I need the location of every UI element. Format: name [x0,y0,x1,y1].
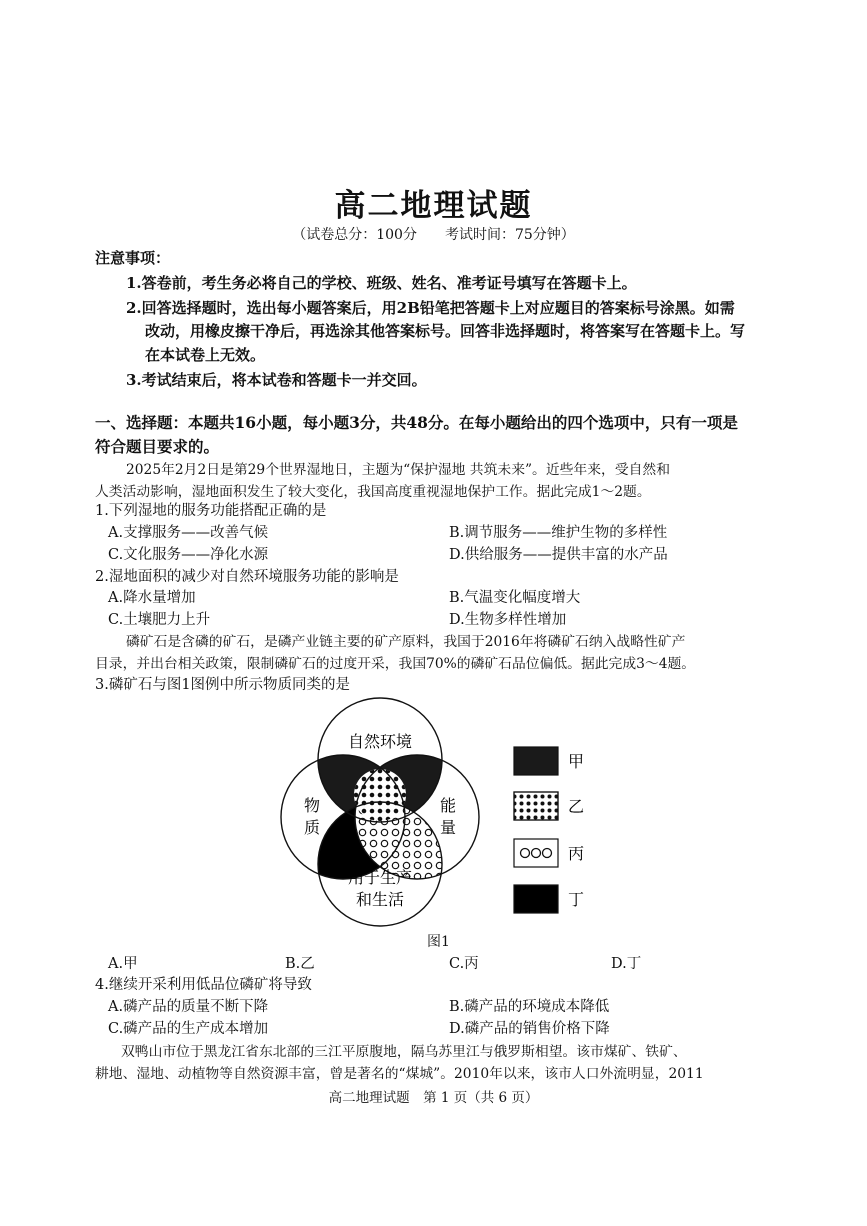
q1-option-d: D.供给服务——提供丰富的水产品 [449,547,668,563]
q1-option-a: A.支撑服务——改善气候 [108,525,269,541]
notice-line-5: 3.考试结束后，将本试卷和答题卡一并交回。 [126,371,427,389]
label-natural-environment: 自然环境 [347,732,413,751]
q3-option-d: D.丁 [611,956,642,972]
q3-option-c: C.丙 [449,956,479,972]
passage-1-line-2: 人类活动影响，湿地面积发生了较大变化，我国高度重视湿地保护工作。据此完成1～2题。 [95,484,651,500]
label-production-2: 和生活 [355,890,405,909]
q4-option-b: B.磷产品的环境成本降低 [449,999,610,1015]
question-3: 3.磷矿石与图1图例中所示物质同类的是 [95,677,351,693]
figure-1-venn-diagram [280,695,610,927]
passage-1-line-1: 2025年2月2日是第29个世界湿地日，主题为“保护湿地 共筑未来”。近些年来，受自然和 [126,462,671,478]
section-heading-cont: 符合题目要求的。 [95,437,220,456]
q4-option-d: D.磷产品的销售价格下降 [449,1021,610,1037]
legend-label-yi: 乙 [568,797,585,816]
legend-label-ding: 丁 [568,890,585,909]
legend-swatch-yi [514,792,558,820]
label-energy-2: 量 [439,818,457,837]
legend-label-jia: 甲 [568,752,585,771]
passage-2-line-1: 磷矿石是含磷的矿石，是磷产业链主要的矿产原料，我国于2016年将磷矿石纳入战略性矿产 [126,634,686,650]
notice-line-1: 1.答卷前，考生务必将自己的学校、班级、姓名、准考证号填写在答题卡上。 [126,274,637,292]
notice-line-4: 在本试卷上无效。 [145,346,266,364]
legend [514,747,584,913]
q2-option-c: C.土壤肥力上升 [108,612,211,628]
question-4: 4.继续开采利用低品位磷矿将导致 [95,977,312,993]
question-2: 2.湿地面积的减少对自然环境服务功能的影响是 [95,569,399,585]
q2-option-b: B.气温变化幅度增大 [449,590,581,606]
q3-option-b: B.乙 [285,956,315,972]
passage-3-line-2: 耕地、湿地、动植物等自然资源丰富，曾是著名的“煤城”。2010年以来，该市人口外流明显，2011 [95,1066,704,1082]
label-production-1: 用于生产 [347,868,413,887]
notice-line-2: 2.回答选择题时，选出每小题答案后，用2B铅笔把答题卡上对应题目的答案标号涂黑。如需 [126,299,735,317]
figure-1-caption: 图1 [427,934,450,950]
q2-option-a: A.降水量增加 [108,590,196,606]
q1-option-b: B.调节服务——维护生物的多样性 [449,525,668,541]
q4-option-a: A.磷产品的质量不断下降 [108,999,269,1015]
q4-option-c: C.磷产品的生产成本增加 [108,1021,269,1037]
region-yi [354,769,406,821]
passage-2-line-2: 目录，并出台相关政策，限制磷矿石的过度开采，我国70%的磷矿石品位偏低。据此完成3～4题。 [95,656,696,672]
notice-heading: 注意事项： [95,249,171,267]
question-1: 1.下列湿地的服务功能搭配正确的是 [95,503,327,519]
legend-swatch-ding [514,885,558,913]
notice-line-3: 改动，用橡皮擦干净后，再选涂其他答案标号。回答非选择题时，将答案写在答题卡上。写 [145,322,746,340]
q1-option-c: C.文化服务——净化水源 [108,547,269,563]
passage-3-line-1: 双鸭山市位于黑龙江省东北部的三江平原腹地，隔乌苏里江与俄罗斯相望。该市煤矿、铁矿、 [121,1044,687,1060]
label-energy-1: 能 [439,796,457,815]
section-heading: 一、选择题：本题共16小题，每小题3分，共48分。在每小题给出的四个选项中，只有一项是 [95,413,738,432]
q2-option-d: D.生物多样性增加 [449,612,567,628]
label-matter-2: 质 [303,818,321,837]
label-matter-1: 物 [303,796,321,815]
q3-option-a: A.甲 [108,956,138,972]
page-title: 高二地理试题 [334,188,533,224]
page-footer: 高二地理试题 第 1 页（共 6 页） [328,1090,539,1106]
legend-label-bing: 丙 [568,844,585,863]
legend-swatch-jia [514,747,558,775]
exam-info: （试卷总分：100分 考试时间：75分钟） [292,227,575,243]
